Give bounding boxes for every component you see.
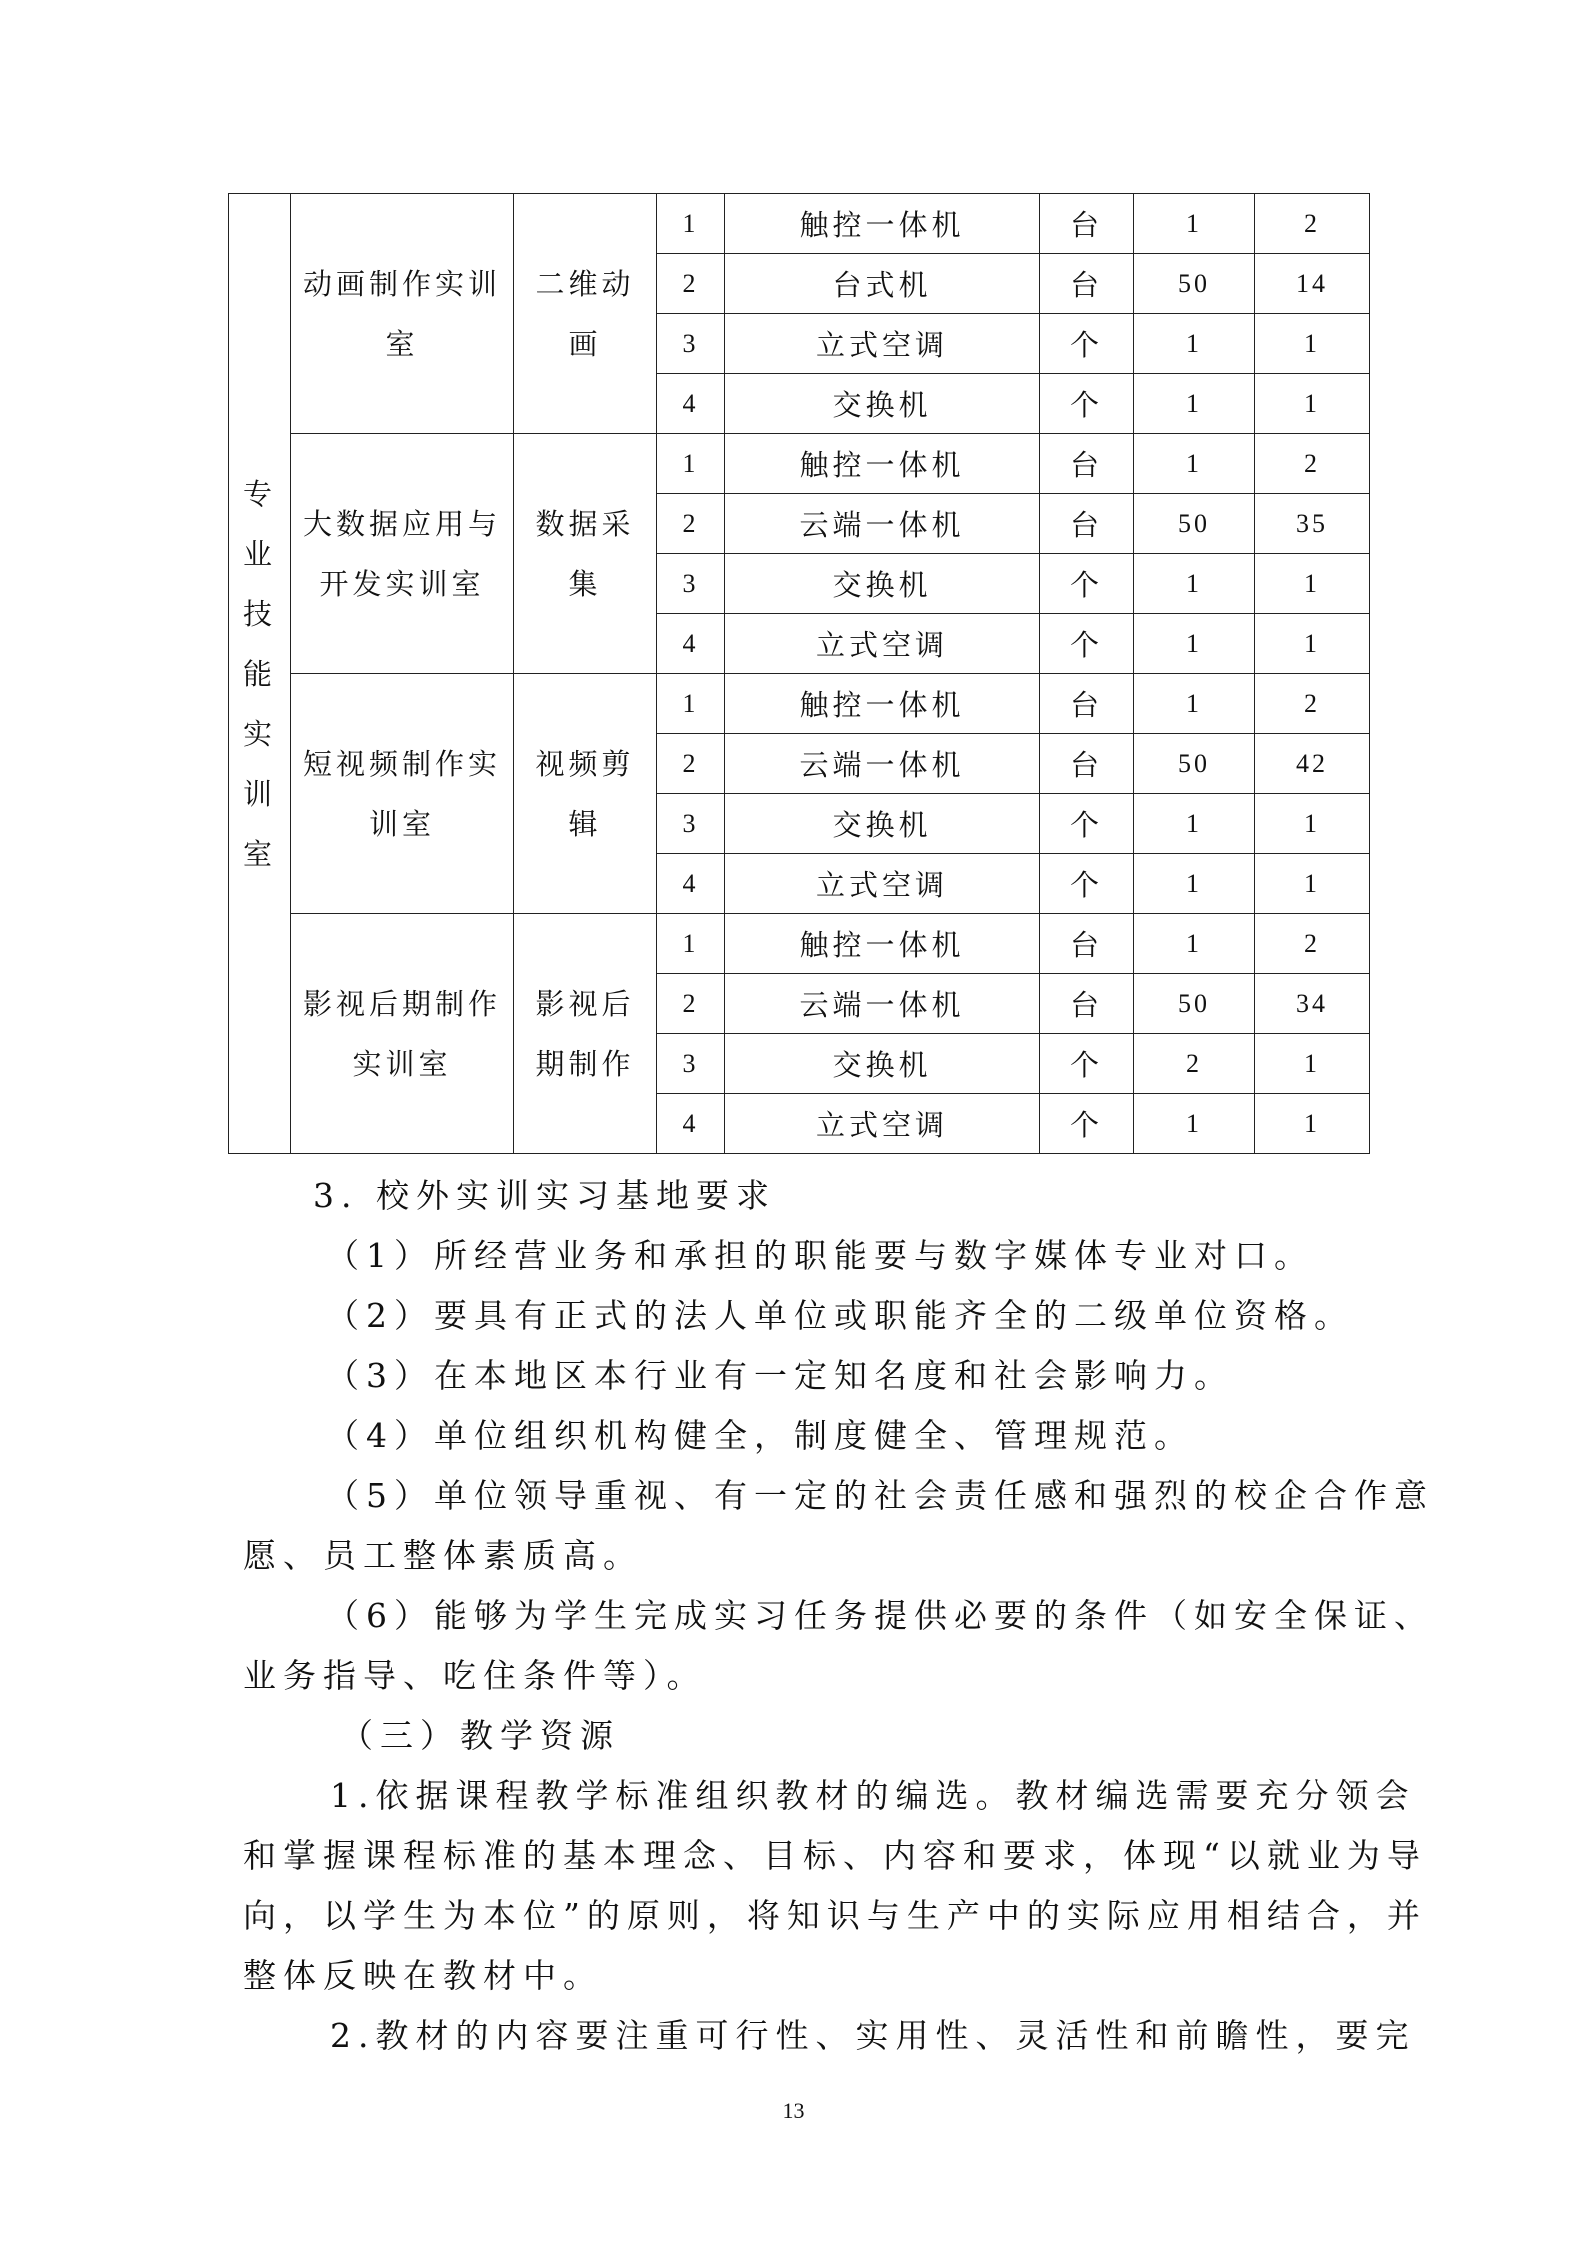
quantity-a-cell: 1	[1134, 854, 1255, 914]
item-number-cell: 3	[657, 1034, 725, 1094]
project-line: 二维动	[535, 266, 635, 301]
quantity-b-cell: 1	[1255, 1094, 1370, 1154]
quantity-b-cell: 1	[1255, 554, 1370, 614]
requirement-item: （6）能够为学生完成实习任务提供必要的条件（如安全保证、	[326, 1596, 1434, 1635]
equipment-name-cell: 触控一体机	[725, 674, 1040, 734]
quantity-b-cell: 2	[1255, 674, 1370, 734]
equipment-name-cell: 交换机	[725, 374, 1040, 434]
category-char: 能	[242, 656, 276, 691]
quantity-a-cell: 1	[1134, 674, 1255, 734]
project-line: 集	[568, 566, 602, 601]
room-name-line: 开发实训室	[319, 566, 485, 601]
equipment-name-cell: 云端一体机	[725, 494, 1040, 554]
unit-cell: 台	[1040, 914, 1134, 974]
project-cell	[514, 434, 657, 674]
unit-cell: 个	[1040, 794, 1134, 854]
unit-cell: 台	[1040, 734, 1134, 794]
equipment-name-cell: 云端一体机	[725, 974, 1040, 1034]
quantity-a-cell: 50	[1134, 494, 1255, 554]
project-line: 辑	[568, 806, 602, 841]
paragraph-line: 向，以学生为本位”的原则，将知识与生产中的实际应用相结合，并	[243, 1896, 1427, 1935]
category-char: 实	[242, 716, 276, 751]
unit-cell: 个	[1040, 554, 1134, 614]
item-number-cell: 3	[657, 794, 725, 854]
category-cell	[229, 194, 291, 1154]
quantity-b-cell: 14	[1255, 254, 1370, 314]
unit-cell: 台	[1040, 674, 1134, 734]
requirement-item: （5）单位领导重视、有一定的社会责任感和强烈的校企合作意	[326, 1476, 1434, 1515]
requirement-item-cont: 愿、员工整体素质高。	[243, 1536, 643, 1575]
paragraph-line: 1.依据课程教学标准组织教材的编选。教材编选需要充分领会	[330, 1776, 1416, 1815]
item-number-cell: 2	[657, 734, 725, 794]
equipment-name-cell: 交换机	[725, 554, 1040, 614]
quantity-a-cell: 2	[1134, 1034, 1255, 1094]
quantity-b-cell: 42	[1255, 734, 1370, 794]
table-row	[229, 194, 1370, 254]
category-char: 室	[242, 836, 276, 871]
paragraph-line: 整体反映在教材中。	[243, 1956, 603, 1995]
room-name-line: 短视频制作实	[302, 746, 501, 781]
unit-cell: 台	[1040, 194, 1134, 254]
unit-cell: 个	[1040, 314, 1134, 374]
item-number-cell: 4	[657, 854, 725, 914]
item-number-cell: 2	[657, 494, 725, 554]
project-line: 视频剪	[535, 746, 635, 781]
equipment-name-cell: 立式空调	[725, 1094, 1040, 1154]
unit-cell: 台	[1040, 254, 1134, 314]
quantity-b-cell: 2	[1255, 434, 1370, 494]
equipment-name-cell: 立式空调	[725, 614, 1040, 674]
quantity-b-cell: 2	[1255, 914, 1370, 974]
project-cell	[514, 194, 657, 434]
quantity-b-cell: 1	[1255, 374, 1370, 434]
quantity-b-cell: 1	[1255, 794, 1370, 854]
room-name-line: 影视后期制作	[302, 986, 501, 1021]
project-line: 期制作	[535, 1046, 635, 1081]
requirement-item: （2）要具有正式的法人单位或职能齐全的二级单位资格。	[326, 1296, 1354, 1335]
room-name-line: 动画制作实训	[302, 266, 501, 301]
paragraph-line: 2.教材的内容要注重可行性、实用性、灵活性和前瞻性，要完	[330, 2016, 1416, 2055]
item-number-cell: 4	[657, 374, 725, 434]
quantity-b-cell: 1	[1255, 1034, 1370, 1094]
quantity-a-cell: 1	[1134, 314, 1255, 374]
item-number-cell: 1	[657, 914, 725, 974]
room-name-line: 大数据应用与	[302, 506, 501, 541]
category-char: 技	[242, 596, 276, 631]
equipment-name-cell: 云端一体机	[725, 734, 1040, 794]
quantity-a-cell: 50	[1134, 254, 1255, 314]
paragraph-line: 和掌握课程标准的基本理念、目标、内容和要求，体现“以就业为导	[243, 1836, 1427, 1875]
equipment-name-cell: 台式机	[725, 254, 1040, 314]
room-name-cell	[291, 434, 514, 674]
room-name-line: 实训室	[352, 1046, 452, 1081]
requirement-item: （4）单位组织机构健全，制度健全、管理规范。	[326, 1416, 1194, 1455]
requirement-item-cont: 业务指导、吃住条件等）。	[243, 1656, 707, 1695]
unit-cell: 个	[1040, 854, 1134, 914]
item-number-cell: 1	[657, 674, 725, 734]
quantity-b-cell: 1	[1255, 314, 1370, 374]
unit-cell: 台	[1040, 974, 1134, 1034]
unit-cell: 个	[1040, 374, 1134, 434]
quantity-b-cell: 1	[1255, 854, 1370, 914]
quantity-a-cell: 1	[1134, 554, 1255, 614]
item-number-cell: 1	[657, 194, 725, 254]
room-name-line: 室	[385, 326, 419, 361]
quantity-a-cell: 1	[1134, 614, 1255, 674]
project-line: 影视后	[535, 986, 635, 1021]
category-char: 业	[242, 536, 276, 571]
table-row	[229, 434, 1370, 494]
quantity-a-cell: 50	[1134, 974, 1255, 1034]
quantity-b-cell: 35	[1255, 494, 1370, 554]
project-line: 数据采	[535, 506, 635, 541]
category-char: 专	[242, 476, 276, 511]
room-name-line: 训室	[368, 806, 435, 841]
equipment-name-cell: 触控一体机	[725, 914, 1040, 974]
page-number: 13	[782, 2098, 805, 2123]
quantity-b-cell: 1	[1255, 614, 1370, 674]
quantity-a-cell: 1	[1134, 194, 1255, 254]
equipment-table	[228, 193, 1370, 1154]
equipment-name-cell: 立式空调	[725, 854, 1040, 914]
unit-cell: 台	[1040, 434, 1134, 494]
item-number-cell: 3	[657, 314, 725, 374]
room-name-cell	[291, 194, 514, 434]
project-cell	[514, 674, 657, 914]
equipment-name-cell: 触控一体机	[725, 194, 1040, 254]
table-row	[229, 674, 1370, 734]
equipment-name-cell: 立式空调	[725, 314, 1040, 374]
requirement-item: （3）在本地区本行业有一定知名度和社会影响力。	[326, 1356, 1234, 1395]
quantity-a-cell: 1	[1134, 434, 1255, 494]
quantity-a-cell: 1	[1134, 794, 1255, 854]
section-3-heading: 3. 校外实训实习基地要求	[313, 1176, 776, 1215]
subsection-heading: （三）教学资源	[340, 1716, 620, 1755]
item-number-cell: 1	[657, 434, 725, 494]
quantity-b-cell: 34	[1255, 974, 1370, 1034]
equipment-name-cell: 交换机	[725, 794, 1040, 854]
unit-cell: 个	[1040, 1034, 1134, 1094]
project-cell	[514, 914, 657, 1154]
quantity-a-cell: 1	[1134, 914, 1255, 974]
category-char: 训	[242, 776, 276, 811]
room-name-cell	[291, 914, 514, 1154]
quantity-a-cell: 50	[1134, 734, 1255, 794]
equipment-name-cell: 触控一体机	[725, 434, 1040, 494]
room-name-cell	[291, 674, 514, 914]
unit-cell: 台	[1040, 494, 1134, 554]
item-number-cell: 4	[657, 1094, 725, 1154]
quantity-b-cell: 2	[1255, 194, 1370, 254]
equipment-name-cell: 交换机	[725, 1034, 1040, 1094]
item-number-cell: 2	[657, 974, 725, 1034]
quantity-a-cell: 1	[1134, 1094, 1255, 1154]
table-row	[229, 914, 1370, 974]
requirement-item: （1）所经营业务和承担的职能要与数字媒体专业对口。	[326, 1236, 1314, 1275]
quantity-a-cell: 1	[1134, 374, 1255, 434]
unit-cell: 个	[1040, 614, 1134, 674]
unit-cell: 个	[1040, 1094, 1134, 1154]
item-number-cell: 4	[657, 614, 725, 674]
item-number-cell: 3	[657, 554, 725, 614]
item-number-cell: 2	[657, 254, 725, 314]
project-line: 画	[568, 326, 602, 361]
